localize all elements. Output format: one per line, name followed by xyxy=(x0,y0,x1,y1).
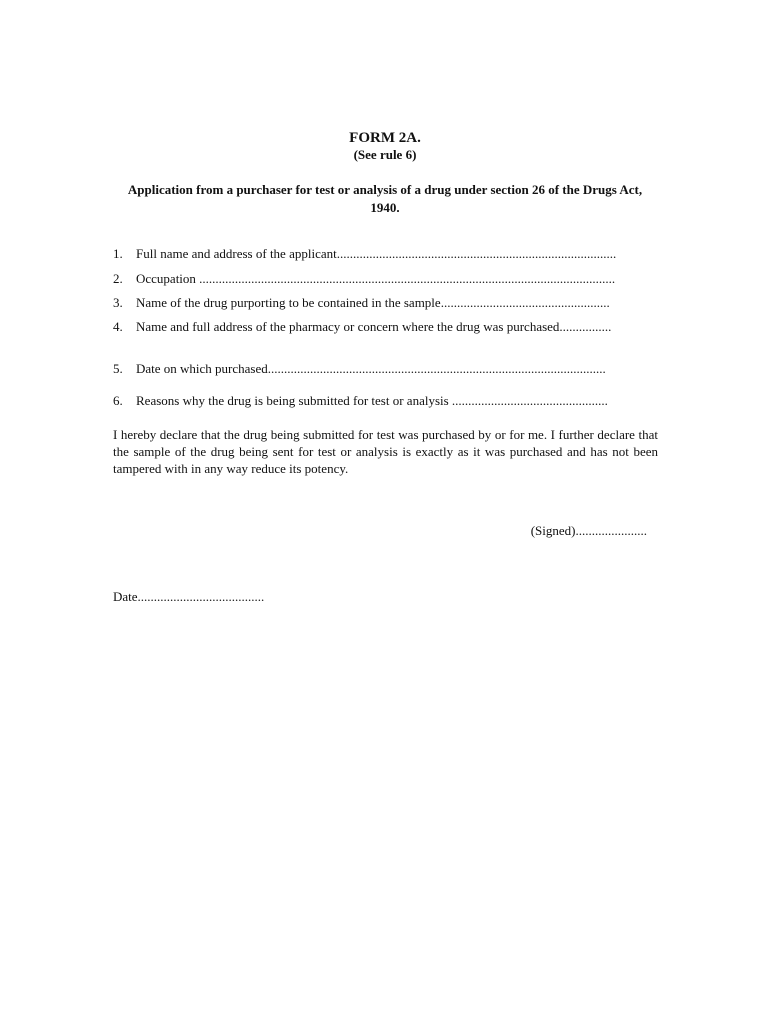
form-item-text: Occupation ................................................................................................................................ xyxy=(136,271,616,286)
form-rule-reference: (See rule 6) xyxy=(353,147,417,162)
form-item-drug-name xyxy=(113,295,663,311)
application-heading: Application from a purchaser for test or analysis of a drug under section 26 of the Drugs Act, 1940. xyxy=(127,182,643,215)
form-item-text: Reasons why the drug is being submitted for test or analysis ................................................ xyxy=(136,393,608,408)
form-item-reasons xyxy=(113,393,663,409)
form-item-occupation xyxy=(113,271,663,287)
form-item-text: Full name and address of the applicant...................................................................................... xyxy=(136,246,617,261)
form-title: FORM 2A. xyxy=(349,130,421,146)
form-item-pharmacy xyxy=(113,319,663,335)
form-item-applicant xyxy=(113,246,663,262)
form-item-text: Name of the drug purporting to be contained in the sample.................................................... xyxy=(136,295,610,310)
form-item-text: Name and full address of the pharmacy or concern where the drug was purchased................ xyxy=(136,319,612,334)
form-item-number: 2. xyxy=(113,271,123,286)
date-line: Date....................................... xyxy=(113,589,265,604)
form-item-number: 5. xyxy=(113,361,123,376)
form-item-number: 4. xyxy=(113,319,123,334)
form-item-purchase-date xyxy=(113,361,663,377)
form-item-number: 6. xyxy=(113,393,123,408)
signature-line: (Signed)...................... xyxy=(530,523,647,538)
form-item-text: Date on which purchased........................................................................................................ xyxy=(136,361,606,376)
form-item-number: 3. xyxy=(113,295,123,310)
declaration-text: I hereby declare that the drug being submitted for test was purchased by or for me. I further declare that the sample of the drug being sent for test or analysis is exactly as it was purchased and has not been tampered with in any way reduce its potency. xyxy=(113,427,658,476)
form-item-number: 1. xyxy=(113,246,123,261)
